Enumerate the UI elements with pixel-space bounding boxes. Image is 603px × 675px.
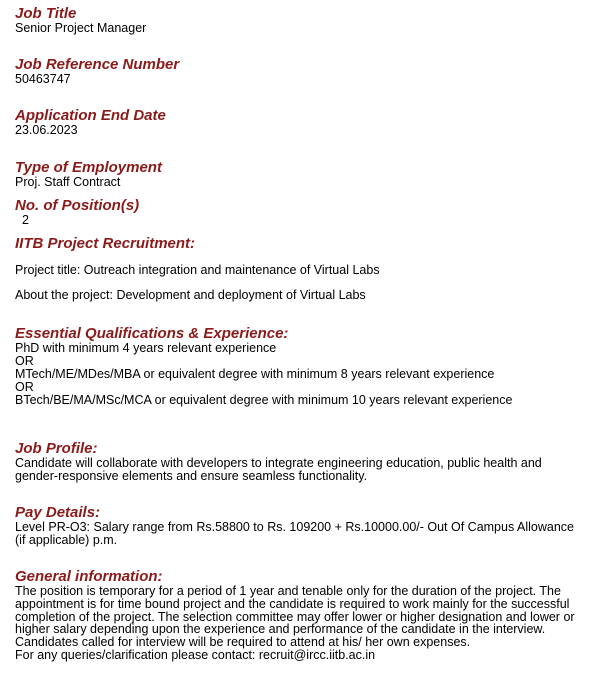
qualification-line: OR xyxy=(15,354,34,368)
pay-line: Level PR-O3: Salary range from Rs.58800 to Rs. 109200 + Rs.10000.00/- Out Of Campus Allowance xyxy=(15,520,574,534)
job-profile-heading: Job Profile: xyxy=(15,440,98,457)
qualifications-heading: Essential Qualifications & Experience: xyxy=(15,325,289,342)
job-profile-line: Candidate will collaborate with developers to integrate engineering education, public health and xyxy=(15,456,542,470)
general-info-line: appointment is for time bound project and the candidate is required to work mainly for the successful xyxy=(15,596,570,611)
employment-type-section xyxy=(15,160,597,189)
recruitment-section xyxy=(15,236,597,252)
general-info-heading: General information: xyxy=(15,568,163,585)
job-title-value: Senior Project Manager xyxy=(15,21,147,35)
job-profile-section xyxy=(15,441,597,483)
about-project-row xyxy=(15,289,597,302)
qualification-line: PhD with minimum 4 years relevant experience xyxy=(15,341,277,355)
qualifications-section xyxy=(15,326,597,407)
application-end-heading: Application End Date xyxy=(15,107,166,124)
general-info-line: The position is temporary for a period of 1 year and tenable only for the duration of the project. The xyxy=(15,584,561,598)
general-info-line: Candidates called for interview will be required to attend at his/ her own expenses. xyxy=(15,635,471,650)
employment-type-value: Proj. Staff Contract xyxy=(15,175,121,189)
job-title-heading: Job Title xyxy=(15,5,77,22)
recruitment-heading: IITB Project Recruitment: xyxy=(15,235,196,252)
project-title-row xyxy=(15,264,597,277)
pay-line: (if applicable) p.m. xyxy=(15,533,118,547)
application-end-section xyxy=(15,108,597,137)
job-title-section xyxy=(15,6,597,35)
general-info-line: completion of the project. The selection committee may offer lower or higher designation and lower or xyxy=(15,609,575,624)
positions-section xyxy=(15,198,597,227)
qualification-line: BTech/BE/MA/MSc/MCA or equivalent degree with minimum 10 years relevant experience xyxy=(15,393,513,407)
general-info-line: For any queries/clarification please contact: recruit@ircc.iitb.ac.in xyxy=(15,647,376,662)
application-end-value: 23.06.2023 xyxy=(15,123,78,137)
job-profile-line: gender-responsive elements and ensure seamless functionality. xyxy=(15,469,368,483)
pay-section xyxy=(15,505,597,547)
pay-heading: Pay Details: xyxy=(15,504,101,521)
positions-value: 2 xyxy=(22,213,29,227)
qualification-line: OR xyxy=(15,380,34,394)
about-project-text: About the project: Development and deployment of Virtual Labs xyxy=(15,288,366,302)
project-title-text: Project title: Outreach integration and maintenance of Virtual Labs xyxy=(15,263,380,277)
job-reference-heading: Job Reference Number xyxy=(15,56,180,73)
positions-heading: No. of Position(s) xyxy=(15,197,140,214)
job-reference-value: 50463747 xyxy=(15,72,71,86)
qualification-line: MTech/ME/MDes/MBA or equivalent degree with minimum 8 years relevant experience xyxy=(15,367,495,381)
employment-type-heading: Type of Employment xyxy=(15,159,162,176)
general-info-line: higher salary depending upon the experience and performance of the candidate in the interview. xyxy=(15,622,546,637)
job-reference-section xyxy=(15,57,597,86)
general-info-section xyxy=(15,569,597,662)
